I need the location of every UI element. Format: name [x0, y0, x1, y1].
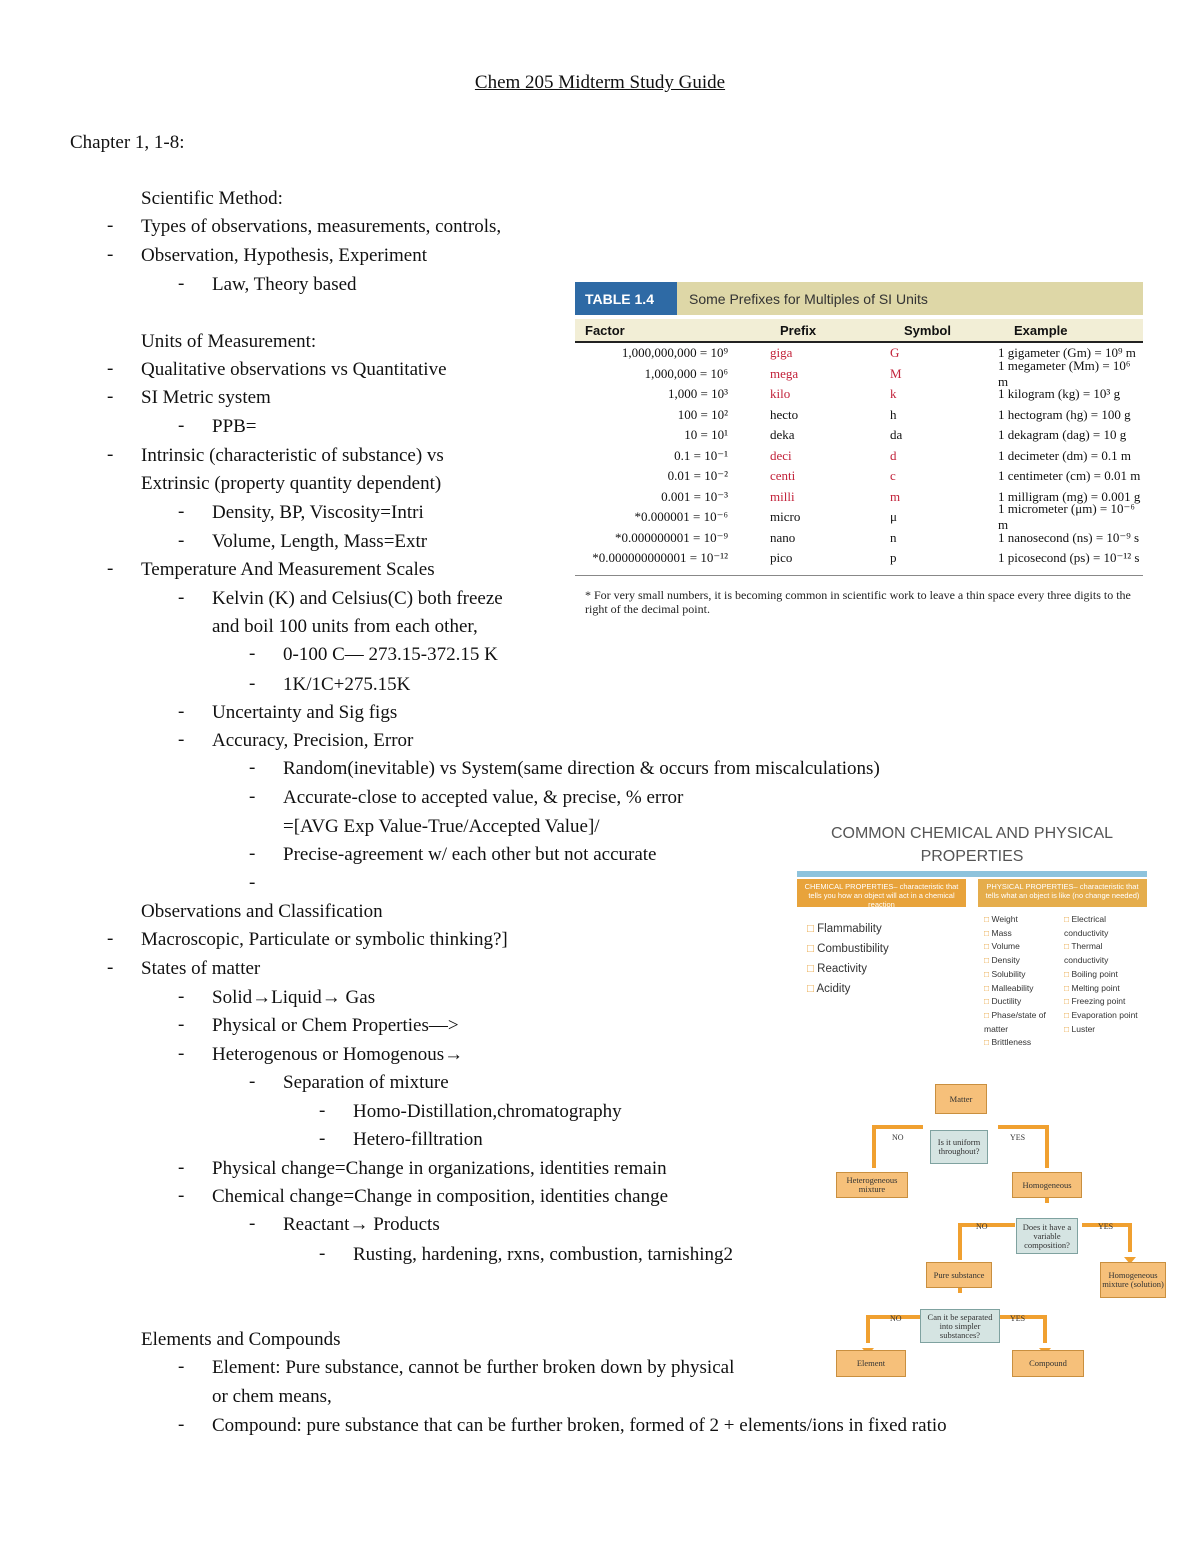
bullet-dash: - — [107, 358, 114, 379]
note-line: Accurate-close to accepted value, & precise, % error — [283, 787, 684, 808]
property-label: Solubility — [991, 968, 1026, 979]
table-cell: 1 gigameter (Gm) = 10⁹ m — [998, 345, 1136, 361]
bullet-dash: - — [178, 1414, 185, 1435]
bullet-dash: - — [178, 1356, 185, 1377]
flow-arrows — [830, 1080, 1180, 1390]
flow-label-no-3: NO — [890, 1314, 902, 1323]
col-example: Example — [1014, 322, 1068, 338]
property-item — [984, 913, 1064, 927]
chem-header: CHEMICAL PROPERTIES– characteristic that tells you how an object will act in a chemical reaction — [797, 879, 966, 907]
table-cell: kilo — [770, 386, 791, 402]
table-cell: k — [890, 386, 897, 402]
note-line: Chapter 1, 1-8: — [70, 132, 185, 153]
note-line: Solid→Liquid→ Gas — [212, 987, 376, 1008]
bullet-dash: - — [319, 1128, 326, 1149]
col-symbol: Symbol — [904, 322, 951, 338]
table-cell: 1 centimeter (cm) = 0.01 m — [998, 468, 1141, 484]
table-cell: deci — [770, 447, 792, 463]
properties-title: COMMON CHEMICAL AND PHYSICAL PROPERTIES — [830, 825, 1114, 865]
checkbox-icon: □ — [984, 941, 992, 952]
property-label: Brittleness — [991, 1037, 1032, 1048]
note-line: Extrinsic (property quantity dependent) — [141, 473, 442, 494]
property-item — [1064, 1009, 1147, 1023]
table-footnote: * For very small numbers, it is becoming common in scientific work to leave a thin space every three digits to the right of the decimal point. — [575, 575, 1143, 616]
table-body — [575, 343, 1143, 569]
property-item — [984, 1009, 1064, 1036]
property-item — [984, 940, 1064, 954]
table-cell: M — [890, 365, 902, 381]
checkbox-icon: □ — [984, 982, 992, 993]
property-item — [984, 1036, 1064, 1050]
flow-node-compound: Compound — [1012, 1350, 1084, 1377]
note-line: Observations and Classification — [141, 901, 383, 922]
table-cell: m — [890, 488, 901, 504]
bullet-dash: - — [107, 957, 114, 978]
col-prefix: Prefix — [780, 322, 817, 338]
table-cell: 1 milligram (mg) = 0.001 g — [998, 488, 1141, 504]
table-cell: 1 dekagram (dag) = 10 g — [998, 427, 1127, 443]
property-item — [807, 959, 966, 979]
table-cell: 1 picosecond (ps) = 10⁻¹² s — [998, 550, 1140, 566]
table-cell: 1,000,000 = 10⁶ — [644, 365, 728, 381]
property-label: Acidity — [816, 983, 851, 995]
bullet-dash: - — [178, 986, 185, 1007]
table-cell: nano — [770, 529, 796, 545]
property-label: Flammability — [817, 923, 882, 935]
property-label: Evaporation point — [1071, 1009, 1138, 1020]
checkbox-icon: □ — [807, 983, 817, 995]
property-item — [984, 954, 1064, 968]
checkbox-icon: □ — [1064, 1009, 1072, 1020]
table-cell: d — [890, 447, 897, 463]
note-line: Chemical change=Change in composition, identities change — [212, 1186, 669, 1207]
flow-label-no-2: NO — [976, 1222, 988, 1231]
property-label: Phase/state of matter — [984, 1009, 1046, 1034]
property-label: Reactivity — [817, 963, 868, 975]
table-cell: 1 micrometer (μm) = 10⁻⁶ m — [998, 501, 1135, 533]
bullet-dash: - — [107, 215, 114, 236]
checkbox-icon: □ — [807, 943, 818, 955]
property-item — [1064, 968, 1147, 982]
bullet-dash: - — [178, 501, 185, 522]
flow-node-element: Element — [836, 1350, 906, 1377]
note-line: Kelvin (K) and Celsius(C) both freeze — [212, 588, 503, 609]
table-cell: giga — [770, 345, 793, 361]
bullet-dash: - — [249, 1213, 256, 1234]
table-cell: 0.001 = 10⁻³ — [661, 488, 728, 504]
table-row — [575, 405, 1143, 426]
property-item — [807, 939, 966, 959]
table-caption: Some Prefixes for Multiples of SI Units — [677, 282, 1143, 315]
property-label: Combustibility — [817, 943, 889, 955]
matter-classification-flowchart — [830, 1080, 1180, 1390]
property-item — [1064, 995, 1147, 1009]
property-label: Thermal conductivity — [1064, 941, 1109, 966]
table-cell: μ — [890, 509, 897, 525]
property-label: Freezing point — [1071, 996, 1126, 1007]
note-line: Qualitative observations vs Quantitative — [141, 359, 447, 380]
property-label: Luster — [1071, 1023, 1096, 1034]
flow-label-yes-1: YES — [1010, 1133, 1026, 1142]
checkbox-icon: □ — [984, 1037, 992, 1048]
table-cell: 1 kilogram (kg) = 10³ g — [998, 386, 1121, 402]
table-cell: h — [890, 406, 897, 422]
table-cell: milli — [770, 488, 795, 504]
checkbox-icon: □ — [1064, 1023, 1072, 1034]
note-line: Separation of mixture — [283, 1072, 449, 1093]
table-row — [575, 466, 1143, 487]
property-label: Boiling point — [1071, 968, 1118, 979]
table-cell: hecto — [770, 406, 799, 422]
property-item — [984, 968, 1064, 982]
bullet-dash: - — [178, 1185, 185, 1206]
flow-label-yes-2: YES — [1098, 1222, 1114, 1231]
table-cell: mega — [770, 365, 799, 381]
bullet-dash: - — [107, 928, 114, 949]
property-item — [1064, 913, 1147, 940]
note-line: Types of observations, measurements, controls, — [141, 216, 502, 237]
table-label: TABLE 1.4 — [575, 282, 677, 315]
bullet-dash: - — [178, 273, 185, 294]
table-cell: pico — [770, 550, 793, 566]
chemical-properties — [797, 879, 966, 1050]
checkbox-icon: □ — [1064, 941, 1072, 952]
property-item — [984, 982, 1064, 996]
note-line: Density, BP, Viscosity=Intri — [212, 502, 424, 523]
note-line: States of matter — [141, 958, 261, 979]
note-line: Precise-agreement w/ each other but not accurate — [283, 844, 657, 865]
bullet-dash: - — [107, 244, 114, 265]
physical-properties — [978, 879, 1147, 1050]
note-line: Compound: pure substance that can be further broken, formed of 2 + elements/ions in fixed ratio — [212, 1415, 947, 1436]
bullet-dash: - — [249, 1071, 256, 1092]
bullet-dash: - — [178, 587, 185, 608]
note-line: 0-100 C— 273.15-372.15 K — [283, 644, 498, 665]
table-cell: 1,000,000,000 = 10⁹ — [621, 345, 728, 361]
property-label: Mass — [991, 927, 1012, 938]
checkbox-icon: □ — [1064, 914, 1072, 924]
bullet-dash: - — [107, 558, 114, 579]
phys-header: PHYSICAL PROPERTIES– characteristic that tells what an object is like (no change needed) — [978, 879, 1147, 907]
table-cell: 1,000 = 10³ — [668, 386, 728, 402]
note-line: Physical or Chem Properties—> — [212, 1015, 459, 1036]
note-line: and boil 100 units from each other, — [212, 616, 478, 637]
flow-node-homogeneous-mixture: Homogeneous mixture (solution) — [1100, 1262, 1166, 1298]
table-cell: 10 = 10¹ — [684, 427, 728, 443]
property-label: Melting point — [1071, 982, 1120, 993]
bullet-dash: - — [249, 673, 256, 694]
checkbox-icon: □ — [984, 968, 992, 979]
col-factor: Factor — [585, 322, 625, 338]
note-line: Physical change=Change in organizations, identities remain — [212, 1158, 667, 1179]
note-line: Rusting, hardening, rxns, combustion, tarnishing2 — [353, 1244, 733, 1265]
bullet-dash: - — [178, 729, 185, 750]
bullet-dash: - — [178, 701, 185, 722]
property-item — [984, 927, 1064, 941]
table-cell: *0.000000001 = 10⁻⁹ — [615, 529, 728, 545]
note-line: Law, Theory based — [212, 274, 357, 295]
si-prefix-table — [575, 282, 1143, 616]
checkbox-icon: □ — [1064, 982, 1072, 993]
property-item — [807, 919, 966, 939]
note-line: 1K/1C+275.15K — [283, 674, 411, 695]
flow-question-separate: Can it be separated into simpler substances? — [920, 1309, 1000, 1343]
note-line: Heterogenous or Homogenous→ — [212, 1044, 464, 1065]
note-line: Scientific Method: — [141, 188, 283, 209]
bullet-dash: - — [178, 1043, 185, 1064]
table-cell: p — [890, 550, 897, 566]
note-line: Units of Measurement: — [141, 331, 317, 352]
property-item — [807, 979, 966, 999]
note-line: Random(inevitable) vs System(same direction & occurs from miscalculations) — [283, 758, 880, 779]
bullet-dash: - — [319, 1100, 326, 1121]
bullet-dash: - — [178, 1157, 185, 1178]
note-line: PPB= — [212, 416, 257, 437]
table-header-row — [575, 319, 1143, 343]
bullet-dash: - — [249, 872, 256, 893]
table-cell: deka — [770, 427, 795, 443]
checkbox-icon: □ — [1064, 996, 1072, 1007]
note-line: SI Metric system — [141, 387, 271, 408]
table-cell: 100 = 10² — [677, 406, 728, 422]
note-line: Intrinsic (characteristic of substance) vs — [141, 445, 444, 466]
property-item — [1064, 1023, 1147, 1037]
table-cell: 1 nanosecond (ns) = 10⁻⁹ s — [998, 529, 1140, 545]
table-cell: *0.000000000001 = 10⁻¹² — [592, 550, 728, 566]
bullet-dash: - — [249, 843, 256, 864]
property-label: Density — [991, 955, 1020, 966]
checkbox-icon: □ — [984, 1009, 992, 1020]
table-cell: da — [890, 427, 903, 443]
bullet-dash: - — [249, 757, 256, 778]
bullet-dash: - — [107, 386, 114, 407]
note-line: Homo-Distillation,chromatography — [353, 1101, 622, 1122]
table-row — [575, 446, 1143, 467]
note-line: Accuracy, Precision, Error — [212, 730, 414, 751]
note-line: Reactant→ Products — [283, 1214, 440, 1235]
property-label: Volume — [991, 941, 1020, 952]
note-line: Hetero-filltration — [353, 1129, 483, 1150]
table-cell: micro — [770, 509, 801, 525]
property-label: Electrical conductivity — [1064, 914, 1109, 938]
checkbox-icon: □ — [1064, 968, 1072, 979]
checkbox-icon: □ — [984, 927, 992, 938]
flow-node-heterogeneous: Heterogeneous mixture — [836, 1172, 908, 1198]
table-cell: 1 hectogram (hg) = 100 g — [998, 406, 1131, 422]
note-line: Elements and Compounds — [141, 1329, 341, 1350]
note-line: Macroscopic, Particulate or symbolic thinking?] — [141, 929, 508, 950]
flow-label-yes-3: YES — [1010, 1314, 1026, 1323]
table-cell: 1 megameter (Mm) = 10⁶ m — [998, 357, 1131, 389]
title-bar — [797, 871, 1147, 877]
table-cell: 0.01 = 10⁻² — [667, 468, 728, 484]
table-cell: 1 decimeter (dm) = 0.1 m — [998, 447, 1131, 463]
flow-node-pure-substance: Pure substance — [926, 1262, 992, 1288]
note-line: Element: Pure substance, cannot be further broken down by physical — [212, 1357, 735, 1378]
table-cell: G — [890, 345, 900, 361]
flow-label-no-1: NO — [892, 1133, 904, 1142]
table-cell: n — [890, 529, 897, 545]
property-item — [984, 995, 1064, 1009]
property-label: Malleability — [991, 982, 1034, 993]
bullet-dash: - — [178, 1014, 185, 1035]
note-line: Uncertainty and Sig figs — [212, 702, 398, 723]
flow-node-matter: Matter — [935, 1084, 987, 1114]
note-line: Observation, Hypothesis, Experiment — [141, 245, 428, 266]
checkbox-icon: □ — [984, 996, 992, 1007]
bullet-dash: - — [178, 415, 185, 436]
table-row — [575, 384, 1143, 405]
checkbox-icon: □ — [807, 963, 818, 975]
note-line: =[AVG Exp Value-True/Accepted Value]/ — [283, 816, 600, 837]
checkbox-icon: □ — [984, 955, 992, 966]
note-line: or chem means, — [212, 1386, 332, 1407]
note-line: Temperature And Measurement Scales — [141, 559, 435, 580]
flow-question-uniform: Is it uniform throughout? — [930, 1130, 988, 1164]
table-row — [575, 548, 1143, 569]
table-row — [575, 501, 1143, 533]
bullet-dash: - — [107, 444, 114, 465]
property-label: Ductility — [991, 996, 1022, 1007]
bullet-dash: - — [249, 643, 256, 664]
property-item — [1064, 940, 1147, 967]
flow-node-homogeneous: Homogeneous — [1012, 1172, 1082, 1198]
bullet-dash: - — [249, 786, 256, 807]
page-title: Chem 205 Midterm Study Guide — [474, 72, 726, 93]
checkbox-icon: □ — [984, 914, 992, 924]
table-cell: centi — [770, 468, 796, 484]
table-row — [575, 357, 1143, 389]
table-row — [575, 425, 1143, 446]
table-row — [575, 528, 1143, 549]
checkbox-icon: □ — [807, 923, 818, 935]
property-label: Weight — [991, 914, 1018, 924]
flow-question-variable: Does it have a variable composition? — [1016, 1218, 1078, 1254]
table-cell: c — [890, 468, 896, 484]
bullet-dash: - — [319, 1243, 326, 1264]
note-line: Volume, Length, Mass=Extr — [212, 531, 428, 552]
table-cell: 0.1 = 10⁻¹ — [674, 447, 728, 463]
table-cell: *0.000001 = 10⁻⁶ — [634, 509, 728, 525]
properties-chart — [797, 822, 1147, 1050]
bullet-dash: - — [178, 530, 185, 551]
property-item — [1064, 982, 1147, 996]
